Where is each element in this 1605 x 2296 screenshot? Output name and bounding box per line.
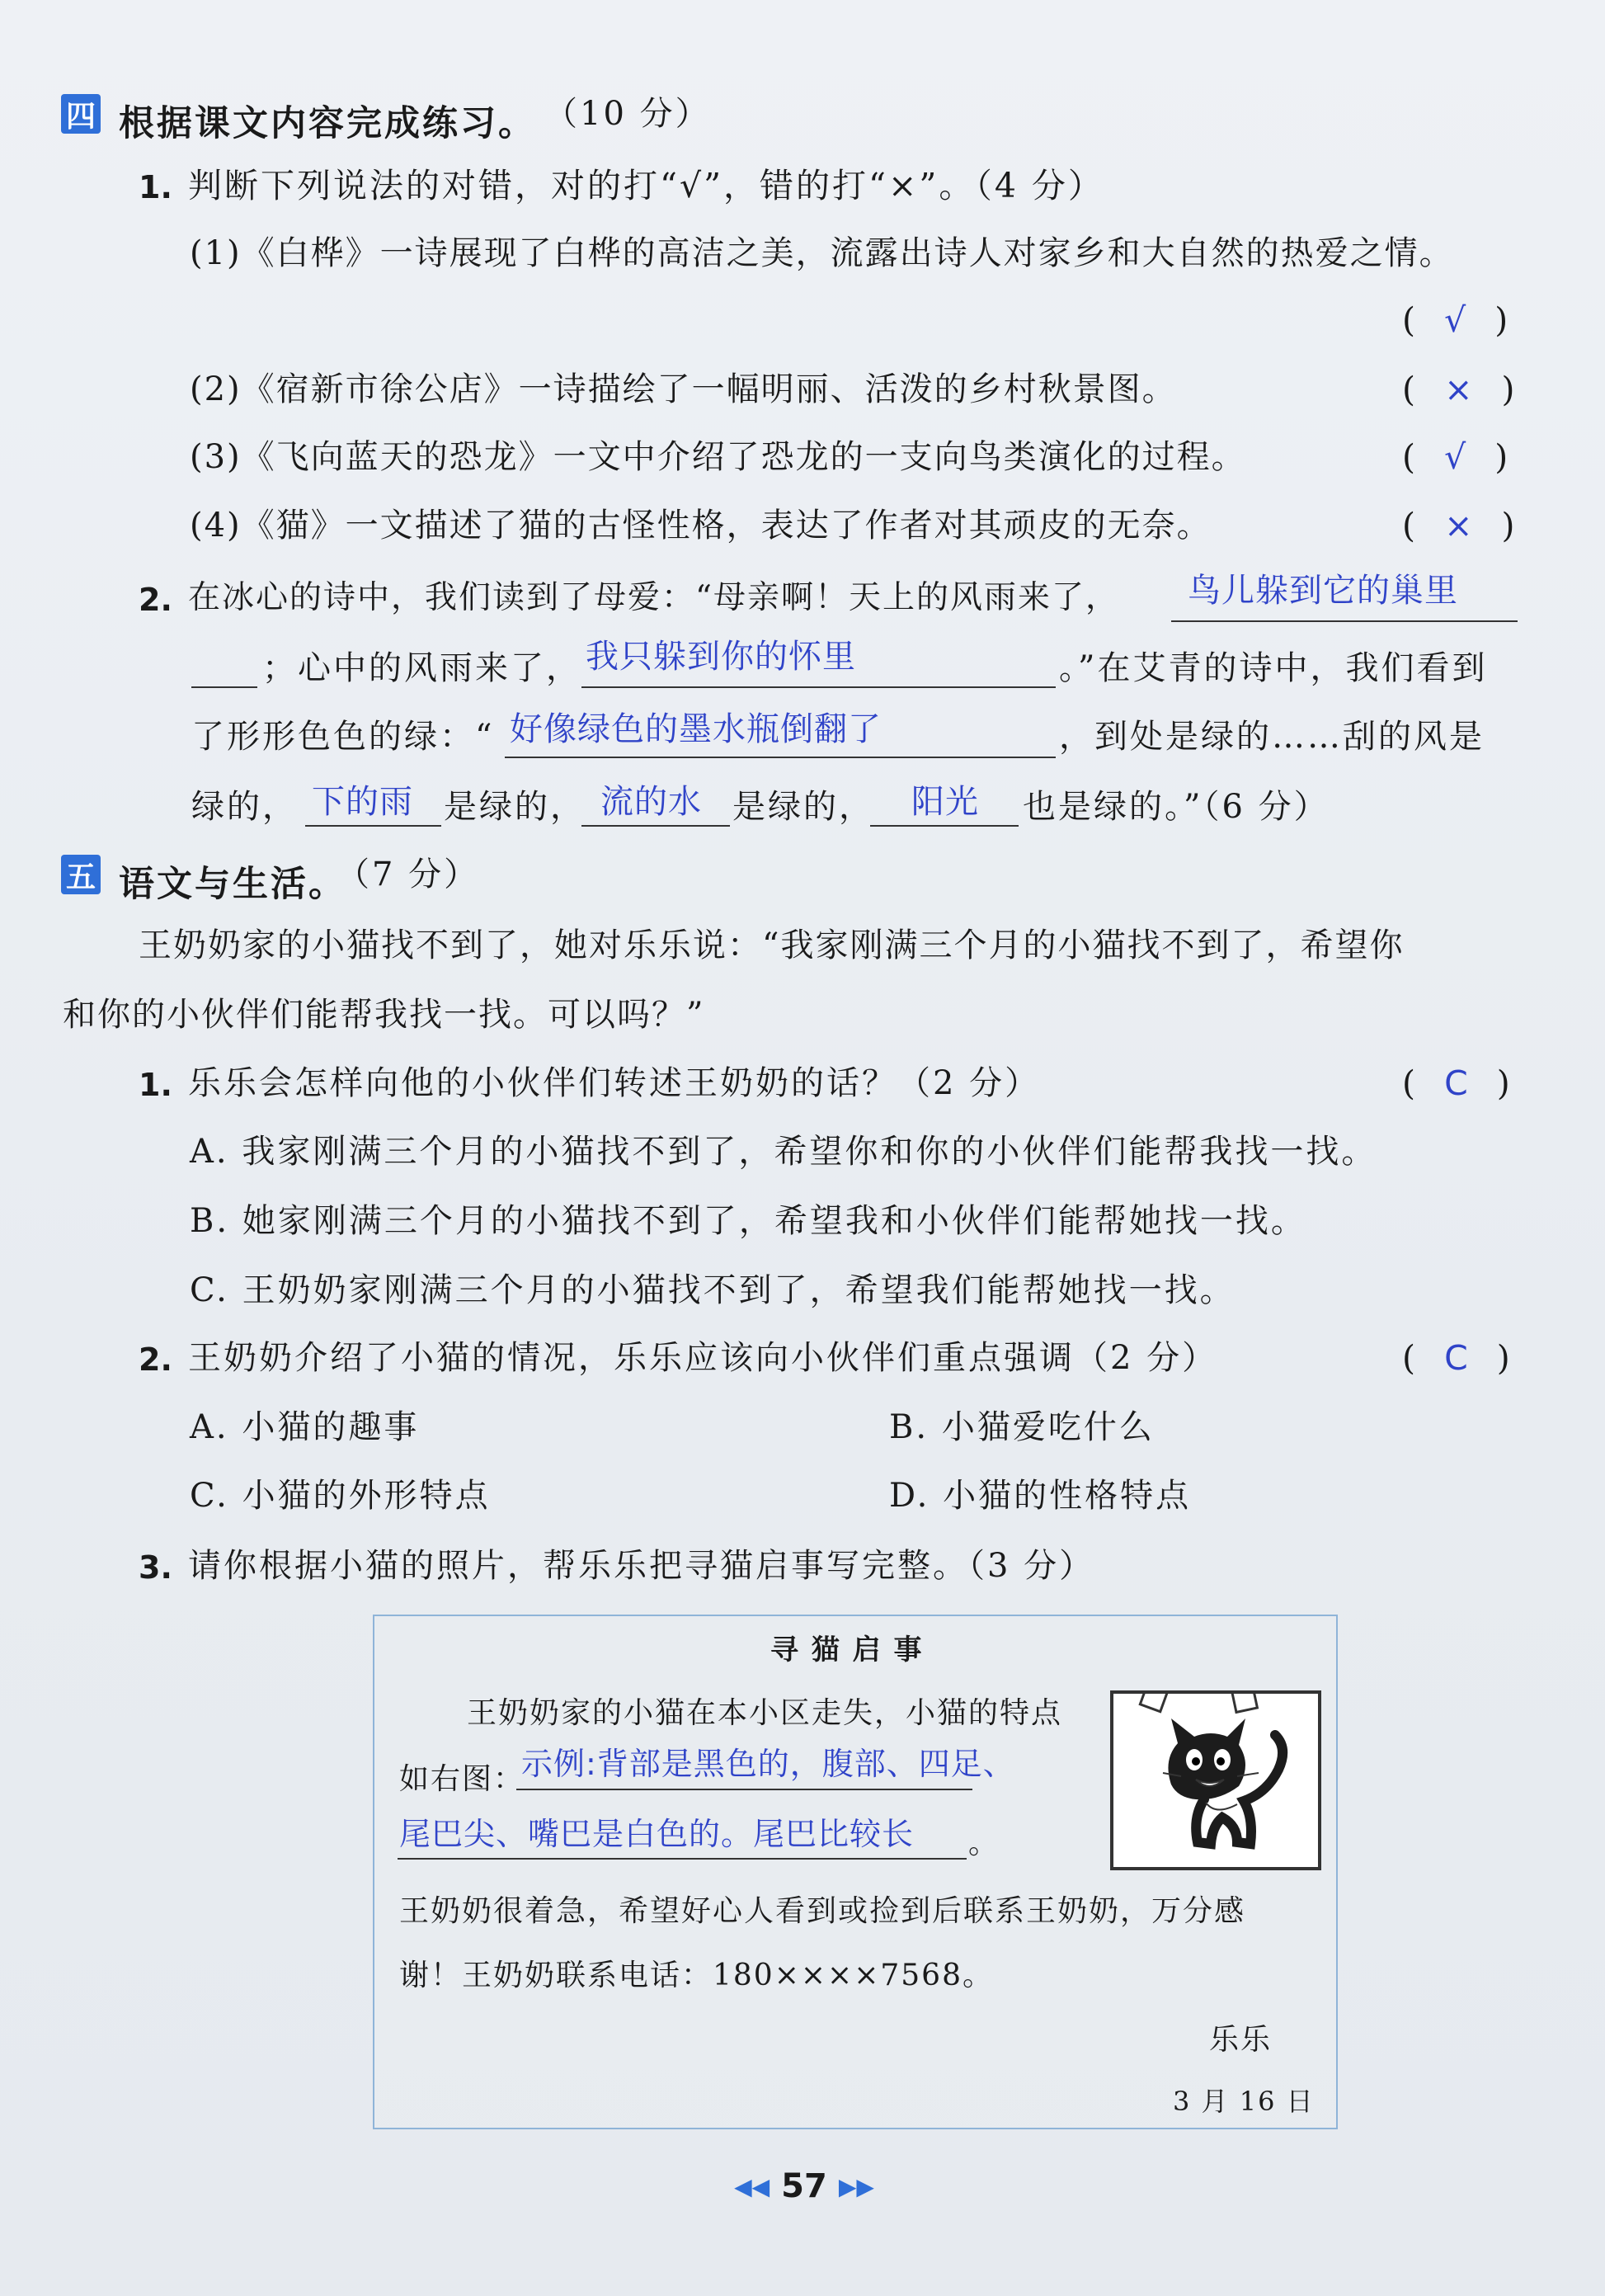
section-4-badge: 四	[61, 94, 101, 134]
answer-mark: ×	[1444, 370, 1476, 409]
page-number: 57	[781, 2167, 827, 2205]
notice-line: 。	[968, 1827, 1000, 1860]
option-a: A. 我家刚满三个月的小猫找不到了，希望你和你的小伙伴们能帮我找一找。	[190, 1133, 1377, 1171]
answer-paren: ( √ )	[1402, 437, 1511, 477]
page-footer	[685, 2162, 924, 2211]
answer-paren: ( C )	[1402, 1338, 1513, 1378]
option-d: D. 小猫的性格特点	[889, 1477, 1192, 1515]
answer-paren: ( × )	[1402, 370, 1518, 409]
section-5-badge: 五	[61, 855, 101, 894]
question-number: 2.	[139, 1341, 172, 1378]
intro-text: 和你的小伙伴们能帮我找一找。可以吗？”	[63, 996, 705, 1034]
judgement-item: (1)《白桦》一诗展现了白桦的高洁之美，流露出诗人对家乡和大自然的热爱之情。	[190, 234, 1454, 272]
answer-paren: ( × )	[1402, 506, 1518, 545]
fill-text: 也是绿的。”（6 分）	[1023, 788, 1330, 826]
handwritten-answer: 我只躲到你的怀里	[586, 638, 856, 676]
blank-line	[581, 686, 1056, 688]
fill-text: ；心中的风雨来了，	[262, 649, 581, 687]
option-a: A. 小猫的趣事	[190, 1408, 420, 1446]
notice-line: 如右图：	[399, 1762, 525, 1796]
fill-text: ，到处是绿的……刮的风是	[1059, 718, 1485, 756]
notice-line: 谢！王奶奶联系电话：180××××7568。	[399, 1959, 994, 1992]
prev-page-icon[interactable]: ◀◀	[734, 2172, 770, 2200]
option-b: B. 小猫爱吃什么	[889, 1408, 1155, 1446]
question-stem: 王奶奶介绍了小猫的情况，乐乐应该向小伙伴们重点强调（2 分）	[188, 1339, 1218, 1377]
notice-line: 王奶奶家的小猫在本小区走失，小猫的特点	[467, 1696, 1063, 1730]
blank-line	[191, 686, 257, 688]
handwritten-answer: 阳光	[911, 783, 979, 821]
section-5-title: 语文与生活。	[119, 864, 346, 905]
blank-line	[870, 825, 1019, 827]
handwritten-answer: 鸟儿躲到它的巢里	[1188, 572, 1458, 610]
handwritten-answer: 示例:背部是黑色的，腹部、四足、	[521, 1746, 1015, 1782]
question-stem: 判断下列说法的对错，对的打“√”，错的打“×”。（4 分）	[188, 166, 1104, 205]
answer-paren: ( √ )	[1402, 300, 1511, 340]
section-5-score: （7 分）	[337, 856, 480, 893]
notice-line: 王奶奶很着急，希望好心人看到或捡到后联系王奶奶，万分感	[399, 1894, 1246, 1928]
answer-mark: √	[1444, 437, 1469, 477]
answer-mark: ×	[1444, 506, 1476, 545]
fill-text: 。”在艾青的诗中，我们看到	[1059, 649, 1488, 687]
handwritten-answer: 流的水	[600, 783, 702, 821]
question-number: 1.	[139, 169, 172, 205]
fill-text: 了形形色色的绿：“	[191, 718, 495, 756]
fill-text: 绿的，	[191, 788, 298, 826]
question-number: 3.	[139, 1549, 172, 1586]
fill-text: 是绿的，	[732, 788, 874, 826]
question-stem: 乐乐会怎样向他的小伙伴们转述王奶奶的话？（2 分）	[188, 1064, 1041, 1102]
lost-cat-notice	[373, 1615, 1338, 2129]
answer-paren: ( C )	[1402, 1063, 1513, 1103]
blank-line	[505, 757, 1056, 758]
blank-line	[398, 1858, 967, 1860]
cat-icon	[1113, 1694, 1318, 1867]
question-number: 1.	[139, 1067, 172, 1103]
blank-line	[1171, 620, 1518, 622]
notice-date: 3 月 16 日	[1173, 2086, 1315, 2117]
judgement-item: (2)《宿新市徐公店》一诗描绘了一幅明丽、活泼的乡村秋景图。	[190, 370, 1177, 408]
option-c: C. 王奶奶家刚满三个月的小猫找不到了，希望我们能帮她找一找。	[190, 1271, 1236, 1309]
blank-line	[305, 825, 441, 827]
answer-mark: C	[1444, 1063, 1471, 1103]
notice-signer: 乐乐	[1209, 2023, 1273, 2057]
judgement-item: (3)《飞向蓝天的恐龙》一文中介绍了恐龙的一支向鸟类演化的过程。	[190, 438, 1246, 476]
option-b: B. 她家刚满三个月的小猫找不到了，希望我和小伙伴们能帮她找一找。	[190, 1202, 1306, 1240]
answer-mark: √	[1444, 300, 1469, 340]
blank-line	[516, 1789, 972, 1790]
section-4-score: （10 分）	[544, 95, 711, 133]
handwritten-answer: 尾巴尖、嘴巴是白色的。尾巴比较长	[399, 1816, 915, 1852]
question-number: 2.	[139, 582, 172, 618]
next-page-icon[interactable]: ▶▶	[838, 2172, 874, 2200]
fill-text: 在冰心的诗中，我们读到了母爱：“母亲啊！天上的风雨来了，	[188, 579, 1119, 616]
intro-text: 王奶奶家的小猫找不到了，她对乐乐说：“我家刚满三个月的小猫找不到了，希望你	[139, 926, 1405, 964]
cat-photo	[1110, 1690, 1321, 1870]
section-4-title: 根据课文内容完成练习。	[119, 103, 536, 144]
handwritten-answer: 好像绿色的墨水瓶倒翻了	[510, 710, 882, 748]
notice-title: 寻 猫 启 事	[770, 1634, 924, 1667]
answer-mark: C	[1444, 1338, 1471, 1378]
blank-line	[581, 825, 730, 827]
fill-text: 是绿的，	[444, 788, 586, 826]
handwritten-answer: 下的雨	[312, 783, 413, 821]
option-c: C. 小猫的外形特点	[190, 1477, 491, 1515]
question-stem: 请你根据小猫的照片，帮乐乐把寻猫启事写完整。（3 分）	[188, 1547, 1095, 1585]
judgement-item: (4)《猫》一文描述了猫的古怪性格，表达了作者对其顽皮的无奈。	[190, 507, 1212, 545]
